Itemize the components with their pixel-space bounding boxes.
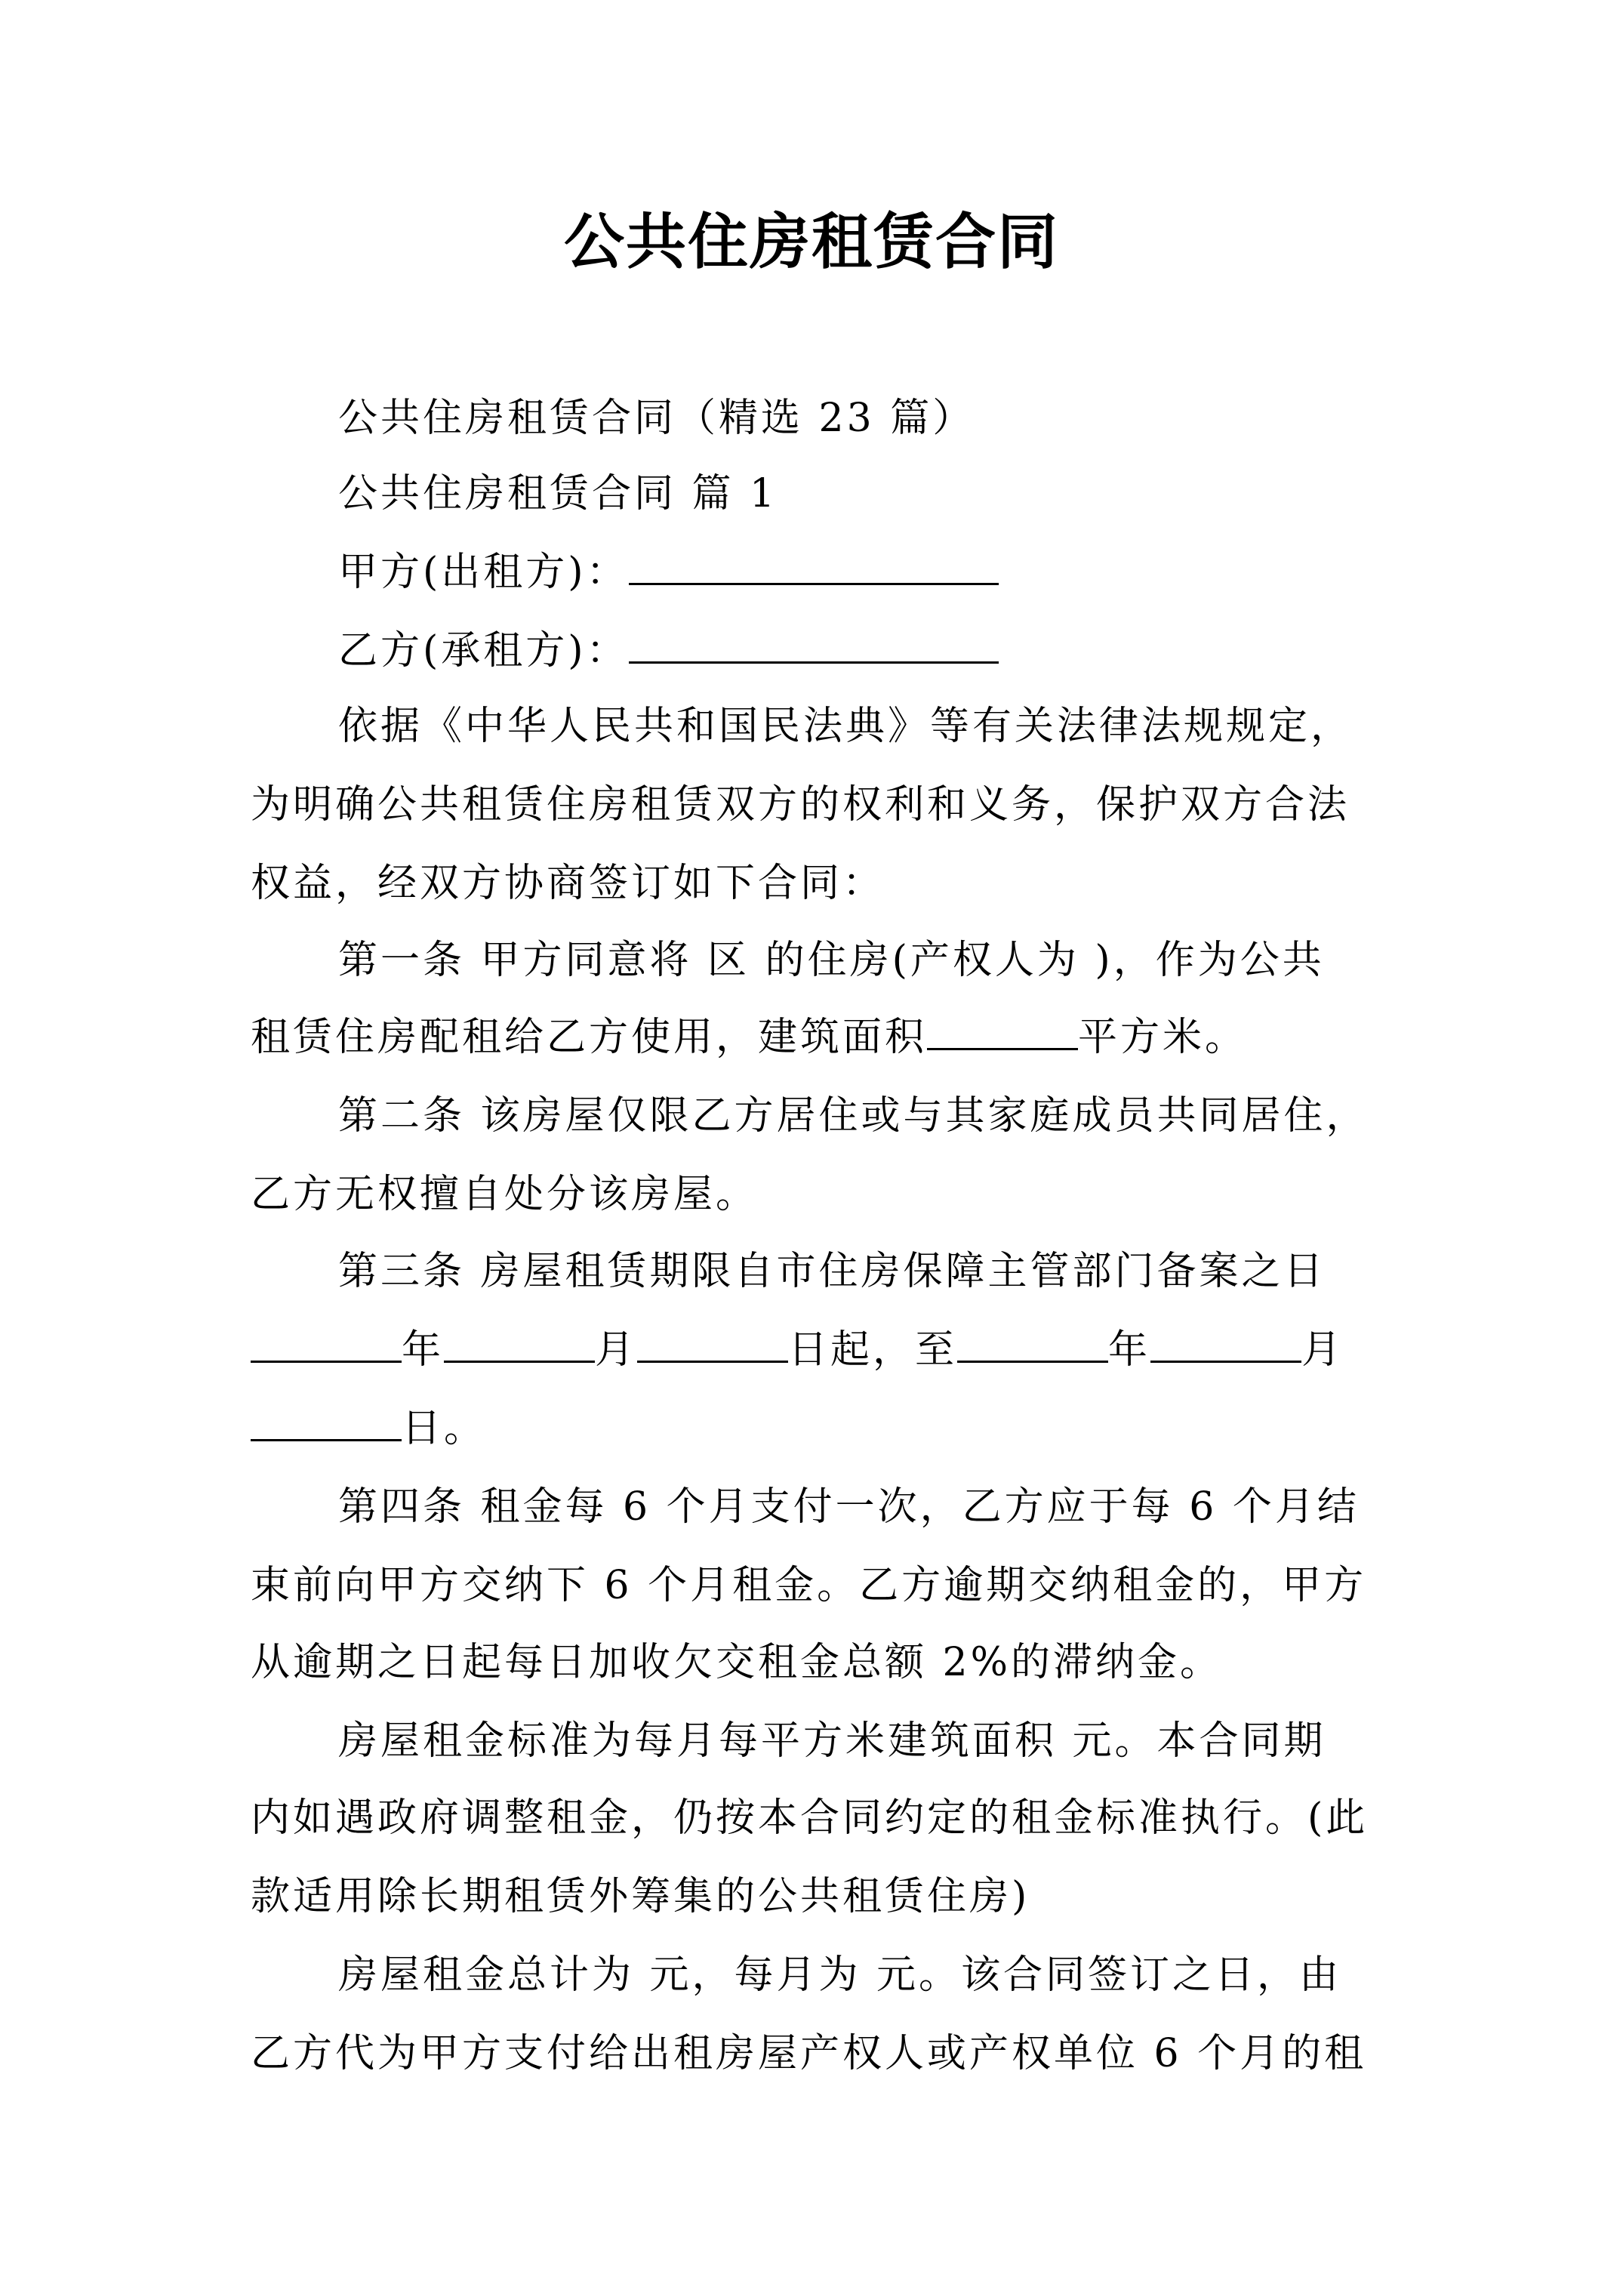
end-year-blank (957, 1323, 1108, 1363)
day-label: 日起，至 (788, 1327, 958, 1373)
day-label: 日。 (402, 1406, 487, 1451)
party-b-label: 乙方(承租方)： (338, 628, 629, 673)
end-month-blank (1150, 1323, 1301, 1363)
article-4-line: 第四条 租金每 6 个月支付一次，乙方应于每 6 个月结 (338, 1484, 1360, 1530)
article-3-dates-line (251, 1323, 1344, 1377)
area-blank (927, 1010, 1078, 1050)
subtitle-line: 公共住房租赁合同（精选 23 篇） (338, 396, 975, 441)
article-2-line: 第二条 该房屋仅限乙方居住或与其家庭成员共同居住， (338, 1093, 1369, 1139)
rent-standard-line: 款适用除长期租赁外筹集的公共租赁住房) (251, 1874, 1030, 1919)
party-b-line (338, 624, 999, 678)
rent-total-line: 乙方代为甲方支付给出租房屋产权人或产权单位 6 个月的租 (251, 2031, 1367, 2076)
document-title: 公共住房租赁合同 (564, 206, 1059, 277)
party-a-blank (629, 545, 999, 585)
rent-standard-line: 内如遇政府调整租金，仍按本合同约定的租金标准执行。(此 (251, 1795, 1369, 1841)
month-label: 月 (1301, 1327, 1344, 1373)
article-3-end-line (251, 1401, 486, 1456)
year-label: 年 (402, 1327, 445, 1373)
paragraph-line: 依据《中华人民共和国民法典》等有关法律法规规定， (338, 704, 1354, 749)
article-1-line (251, 1010, 1247, 1065)
start-day-blank (637, 1323, 788, 1363)
section-heading: 公共住房租赁合同 篇 1 (338, 471, 778, 516)
paragraph-line: 权益，经双方协商签订如下合同： (251, 861, 885, 906)
article-2-line: 乙方无权擅自处分该房屋。 (251, 1172, 759, 1217)
paragraph-line: 为明确公共租赁住房租赁双方的权利和义务，保护双方合法 (251, 782, 1350, 827)
rent-total-line: 房屋租金总计为 元，每月为 元。该合同签订之日，由 (338, 1952, 1342, 1998)
start-year-blank (251, 1323, 402, 1363)
rent-standard-line: 房屋租金标准为每月每平方米建筑面积 元。本合同期 (338, 1718, 1326, 1764)
party-a-label: 甲方(出租方)： (338, 550, 629, 595)
article-4-line: 从逾期之日起每日加收欠交租金总额 2%的滞纳金。 (251, 1640, 1223, 1685)
article-1-unit: 平方米。 (1078, 1015, 1248, 1060)
party-b-blank (629, 624, 999, 664)
article-1-line: 第一条 甲方同意将 区 的住房(产权人为 )，作为公共 (338, 938, 1325, 983)
article-3-line: 第三条 房屋租赁期限自市住房保障主管部门备案之日 (338, 1249, 1326, 1294)
year-label: 年 (1108, 1327, 1151, 1373)
article-1-text: 租赁住房配租给乙方使用，建筑面积 (251, 1015, 928, 1060)
article-4-line: 束前向甲方交纳下 6 个月租金。乙方逾期交纳租金的，甲方 (251, 1563, 1367, 1608)
month-label: 月 (595, 1327, 638, 1373)
end-day-blank (251, 1401, 402, 1441)
party-a-line (338, 545, 999, 599)
start-month-blank (444, 1323, 595, 1363)
